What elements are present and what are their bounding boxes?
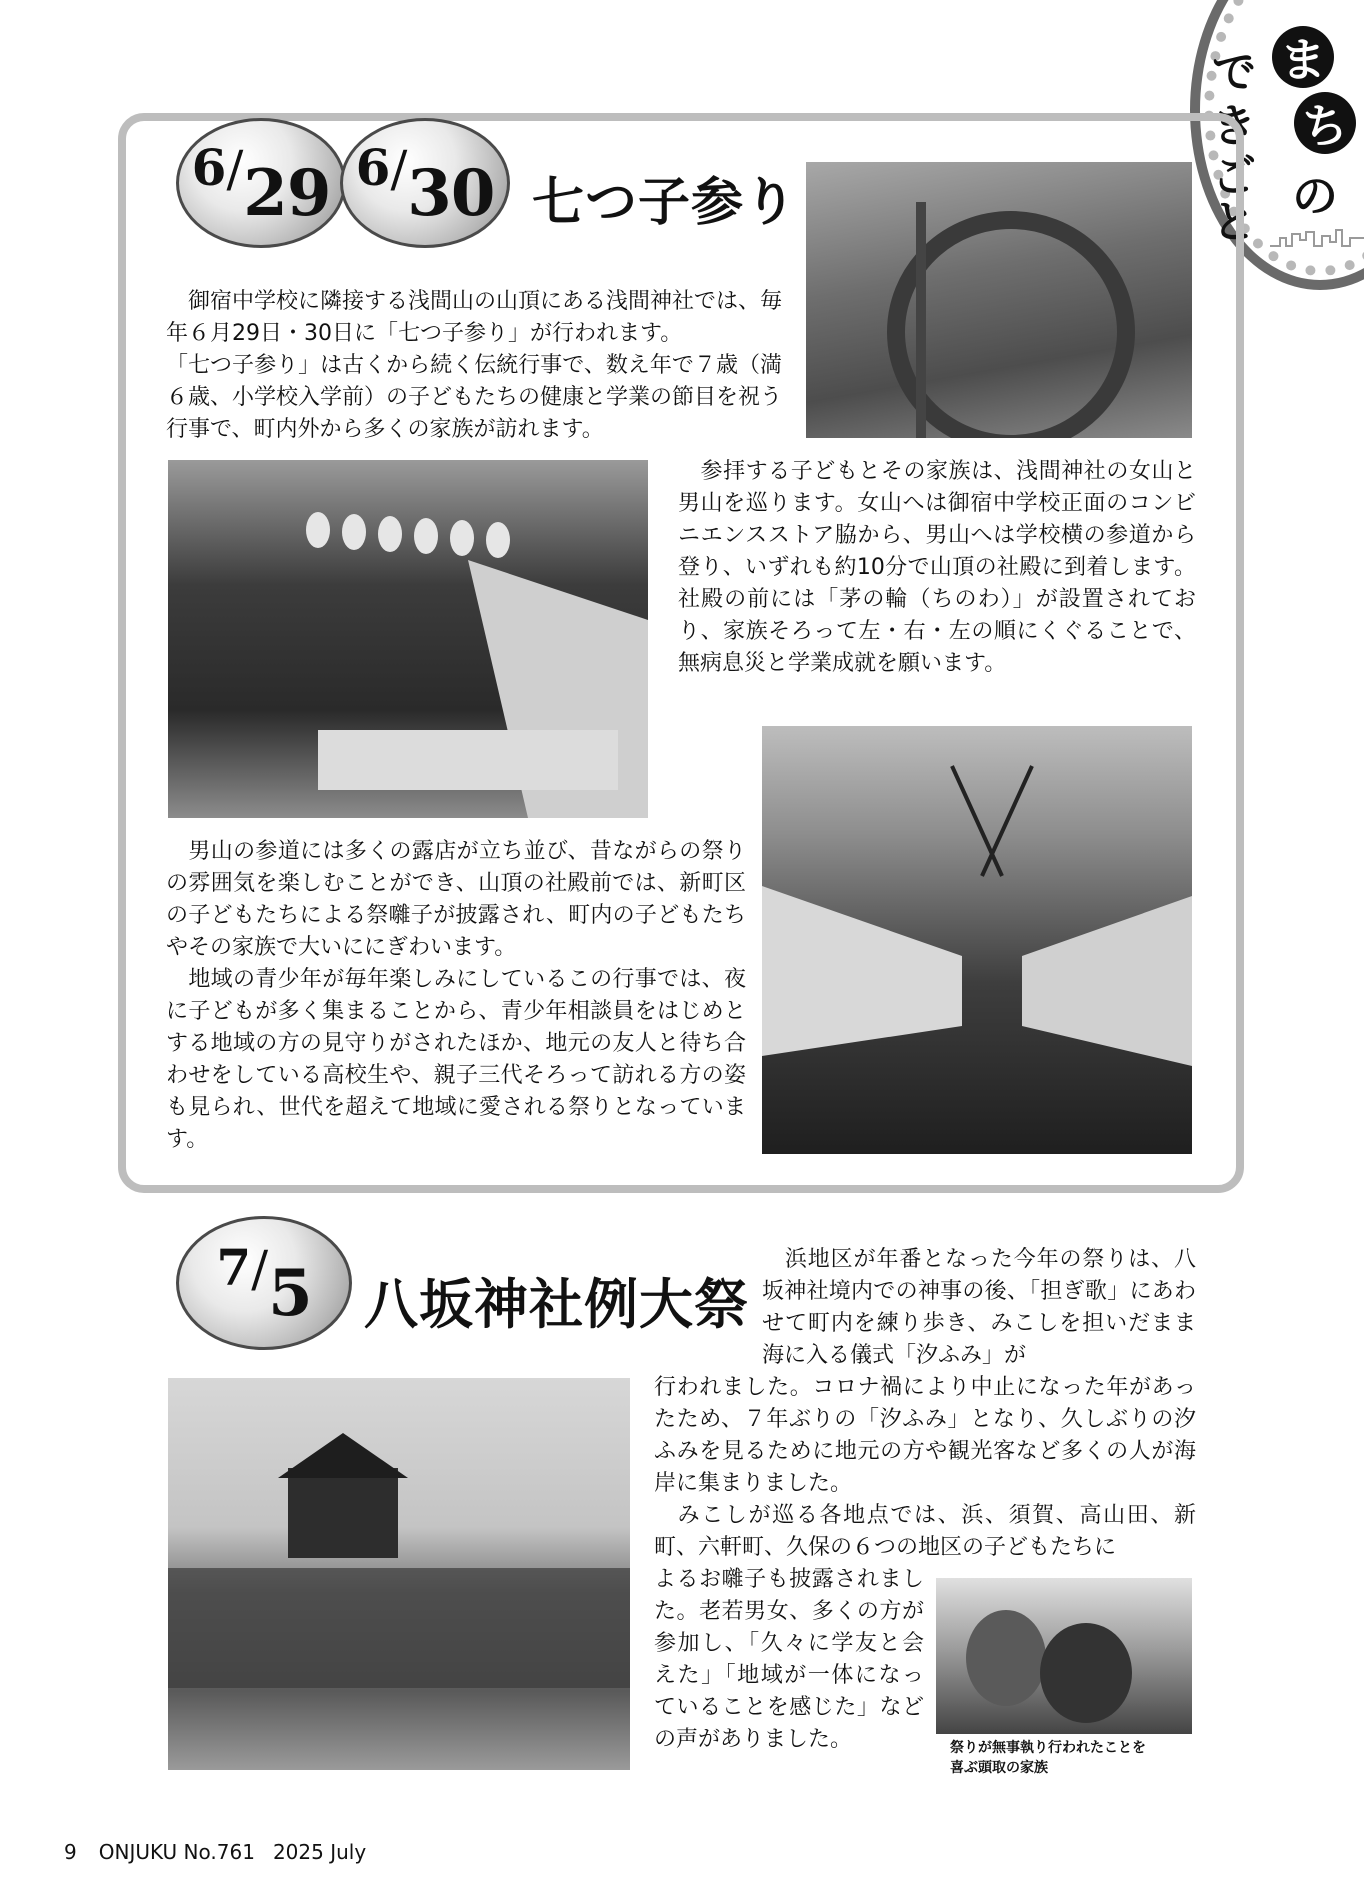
article-paragraph: 行われました。コロナ禍により中止になった年があったため、７年ぶりの「汐ふみ」となり、久しぶりの汐ふみを見るために地元の方や観光客など多くの人が海岸に集まりました。 みこしが巡る各地点では、浜、須賀、高山田、新町、六軒町、久保の６つの地区の子どもたちに <box>654 1375 1196 1560</box>
article-paragraph: 浜地区が年番となった今年の祭りは、八坂神社境内での神事の後、「担ぎ歌」にあわせて町内を練り歩き、みこしを担いだまま海に入る儀式「汐ふみ」が <box>762 1247 1196 1368</box>
article-paragraph: 男山の参道には多くの露店が立ち並び、昔ながらの祭りの雰囲気を楽しむことができ、山頂の社殿前では、新町区の子どもたちによる祭囃子が披露され、町内の子どもたちやその家族で大いににぎわいます。 地域の青少年が毎年楽しみにしているこの行事では、夜に子どもが多く集まることから、青少年相談員をはじめとする地域の方の見守りがされたほか、地元の友人と待ち合わせをしている高校生や、親子三代そろって訪れる方の姿も見られ、世代を超えて地域に愛される祭りとなっています。 <box>166 839 746 1152</box>
photo-caption: 祭りが無事執り行われたことを 喜ぶ頭取の家族 <box>950 1740 1146 1776</box>
photo-festival-stage <box>168 460 648 818</box>
event-title: 七つ子参り <box>532 173 798 233</box>
photo-mikoshi-sea <box>168 1378 630 1770</box>
date-badge: 6 / 30 <box>340 118 510 248</box>
article-paragraph: 参拝する子どもとその家族は、浅間神社の女山と男山を巡ります。女山へは御宿中学校正面のコンビニエンスストア脇から、男山へは学校横の参道から登り、いずれも約10分で山頂の社殿に到着します。社殿の前には「茅の輪（ちのわ）」が設置されており、家族そろって左・右・左の順にくぐることで、無病息災と学業成就を願います。 <box>678 459 1196 676</box>
date-month: 7 <box>216 1237 251 1297</box>
article-paragraph: 御宿中学校に隣接する浅間山の山頂にある浅間神社では、毎年６月29日・30日に「七つ子参り」が行われます。 「七つ子参り」は古くから続く伝統行事で、数え年で７歳（満６歳、小学校入学前）の子どもたちの健康と学業の節目を祝う行事で、町内外から多くの家族が訪れます。 <box>166 289 783 442</box>
magazine-name: ONJUKU No.761 <box>98 1840 255 1864</box>
corner-title-char: ま <box>1272 26 1334 88</box>
town-skyline-icon <box>1270 226 1364 248</box>
date-badge: 6 / 29 <box>176 118 346 248</box>
photo-family <box>936 1578 1192 1734</box>
corner-title-char: ち <box>1294 92 1356 154</box>
event-title: 八坂神社例大祭 <box>364 1273 749 1336</box>
corner-title-char: き <box>1212 101 1256 152</box>
date-month: 6 <box>191 137 226 197</box>
corner-title-char: で <box>1212 47 1256 98</box>
date-day: 30 <box>407 155 495 231</box>
page-footer <box>64 1840 366 1864</box>
date-badge: 7 / 5 <box>176 1216 352 1350</box>
photo-night-stalls <box>762 726 1192 1154</box>
issue-date: 2025 July <box>272 1840 367 1864</box>
corner-title-char: と <box>1212 197 1256 248</box>
date-month: 6 <box>355 137 390 197</box>
date-day: 5 <box>268 1255 312 1331</box>
page-number: 9 <box>64 1840 77 1864</box>
corner-title-char: ご <box>1212 151 1256 202</box>
photo-chinowa-ring <box>806 162 1192 438</box>
date-day: 29 <box>243 155 331 231</box>
corner-title-char: の <box>1292 169 1338 223</box>
article-paragraph: よるお囃子も披露されました。老若男女、多くの方が参加し、「久々に学友と会えた」「地域が一体になっていることを感じた」などの声がありました。 <box>654 1567 924 1752</box>
